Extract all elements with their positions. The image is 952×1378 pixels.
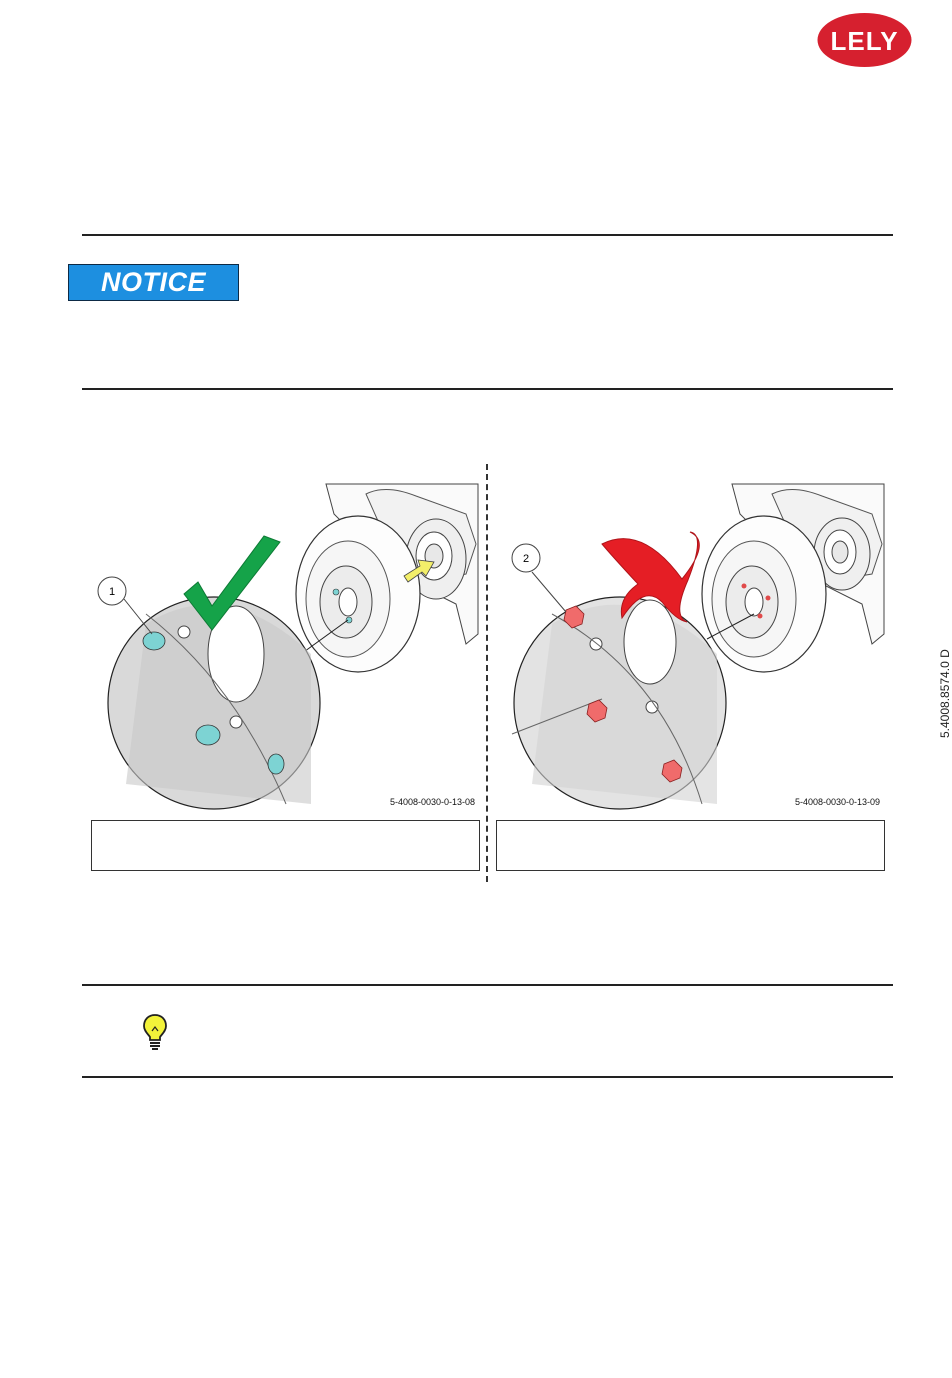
- figure-incorrect: [492, 484, 888, 814]
- section-rule-tip-bottom: [82, 1076, 893, 1078]
- document-id: 5.4008.8574.0 D: [938, 649, 952, 738]
- figure-correct: [86, 484, 482, 814]
- section-rule-top: [82, 234, 893, 236]
- figure-divider: [486, 464, 488, 882]
- callout-2-label: 2: [522, 553, 530, 565]
- lely-logo: [816, 12, 913, 68]
- lightbulb-icon: [142, 1013, 168, 1053]
- section-rule-notice: [82, 388, 893, 390]
- illustration-correct: [86, 484, 482, 814]
- notice-label: NOTICE: [100, 267, 206, 297]
- svg-text:LELY: LELY: [830, 26, 899, 56]
- notice-badge: [68, 264, 239, 301]
- caption-box-correct: [91, 820, 480, 871]
- figure-code-correct: 5-4008-0030-0-13-08: [390, 797, 476, 807]
- caption-box-incorrect: [496, 820, 885, 871]
- figure-code-incorrect: 5-4008-0030-0-13-09: [795, 797, 881, 807]
- section-rule-tip-top: [82, 984, 893, 986]
- callout-1-label: 1: [108, 586, 116, 598]
- illustration-incorrect: [492, 484, 888, 814]
